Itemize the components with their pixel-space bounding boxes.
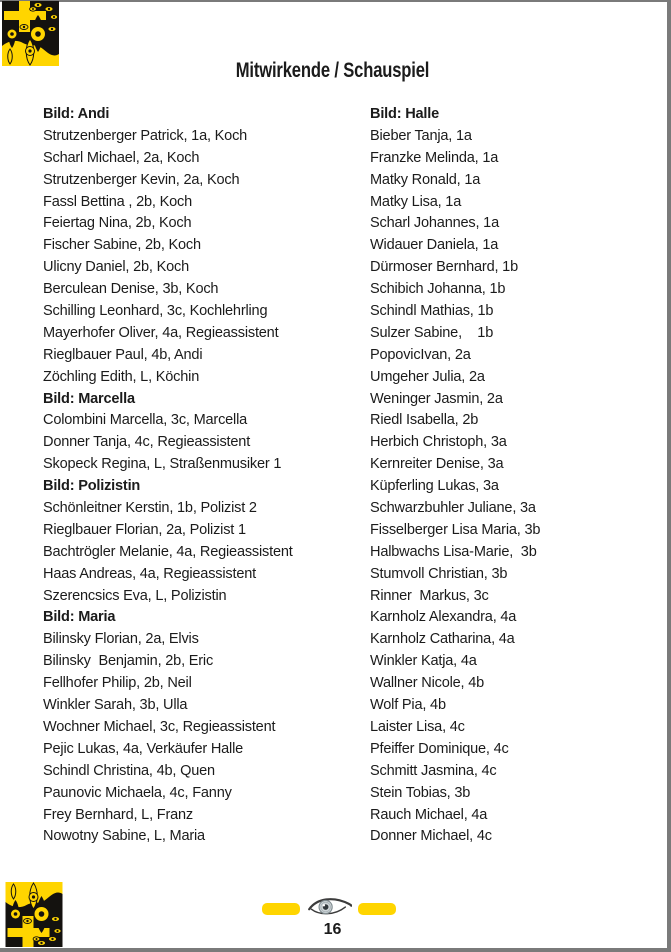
cast-line: Strutzenberger Kevin, 2a, Koch — [43, 170, 240, 188]
cast-line: Winkler Katja, 4a — [370, 652, 477, 670]
cast-column-right — [370, 103, 540, 847]
section-heading: Bild: Polizistin — [43, 477, 141, 495]
page-border-bottom — [0, 948, 671, 952]
cast-line: Rauch Michael, 4a — [370, 805, 488, 823]
cast-line: Mayerhofer Oliver, 4a, Regieassistent — [43, 323, 279, 341]
page-border-right — [667, 0, 671, 952]
cast-column-left — [43, 103, 293, 847]
cast-line: Schindl Mathias, 1b — [370, 302, 494, 320]
cast-line: Rieglbauer Paul, 4b, Andi — [43, 345, 203, 363]
cast-line: Schwarzbuhler Juliane, 3a — [370, 499, 536, 517]
eye-icon — [308, 895, 352, 918]
cast-line: Schibich Johanna, 1b — [370, 280, 506, 298]
eyes-collage-logo-bottom — [3, 882, 65, 947]
cast-line: Pfeiffer Dominique, 4c — [370, 739, 509, 757]
cast-line: Dürmoser Bernhard, 1b — [370, 258, 518, 276]
cast-line: Wolf Pia, 4b — [370, 696, 446, 714]
yellow-bar-icon-right — [358, 903, 396, 915]
cast-line: PopovicIvan, 2a — [370, 345, 471, 363]
cast-line: Schindl Christina, 4b, Quen — [43, 761, 215, 779]
cast-line: Wochner Michael, 3c, Regieassistent — [43, 717, 276, 735]
cast-line: Pejic Lukas, 4a, Verkäufer Halle — [43, 739, 244, 757]
cast-line: Strutzenberger Patrick, 1a, Koch — [43, 126, 248, 144]
cast-line: Widauer Daniela, 1a — [370, 236, 499, 254]
section-heading: Bild: Maria — [43, 608, 116, 626]
cast-line: Skopeck Regina, L, Straßenmusiker 1 — [43, 455, 282, 473]
cast-line: Scharl Michael, 2a, Koch — [43, 148, 200, 166]
cast-line: Feiertag Nina, 2b, Koch — [43, 214, 192, 232]
cast-line: Herbich Christoph, 3a — [370, 433, 507, 451]
page-title: Mitwirkende / Schauspiel — [235, 59, 430, 82]
cast-line: Weninger Jasmin, 2a — [370, 389, 503, 407]
cast-line: Fassl Bettina , 2b, Koch — [43, 192, 193, 210]
cast-line: Wallner Nicole, 4b — [370, 674, 485, 692]
cast-line: Paunovic Michaela, 4c, Fanny — [43, 783, 232, 801]
cast-line: Bachtrögler Melanie, 4a, Regieassistent — [43, 542, 293, 560]
cast-line: Riedl Isabella, 2b — [370, 411, 479, 429]
cast-line: Stein Tobias, 3b — [370, 783, 471, 801]
page-number: 16 — [323, 921, 342, 938]
cast-line: Berculean Denise, 3b, Koch — [43, 280, 219, 298]
cast-line: Karnholz Catharina, 4a — [370, 630, 515, 648]
cast-line: Schönleitner Kerstin, 1b, Polizist 2 — [43, 499, 257, 517]
cast-line: Bilinsky Benjamin, 2b, Eric — [43, 652, 214, 670]
page-border-top — [0, 0, 671, 2]
cast-line: Kernreiter Denise, 3a — [370, 455, 504, 473]
cast-line: Fischer Sabine, 2b, Koch — [43, 236, 201, 254]
cast-line: Donner Michael, 4c — [370, 827, 492, 845]
eyes-collage-logo-top — [2, 1, 59, 66]
yellow-bar-icon-left — [262, 903, 300, 915]
cast-line: Matky Lisa, 1a — [370, 192, 462, 210]
cast-line: Szerencsics Eva, L, Polizistin — [43, 586, 227, 604]
cast-line: Schmitt Jasmina, 4c — [370, 761, 497, 779]
section-heading: Bild: Andi — [43, 105, 110, 122]
cast-line: Scharl Johannes, 1a — [370, 214, 499, 232]
cast-line: Frey Bernhard, L, Franz — [43, 805, 194, 823]
cast-line: Laister Lisa, 4c — [370, 717, 465, 735]
cast-line: Sulzer Sabine, 1b — [370, 323, 494, 341]
cast-line: Colombini Marcella, 3c, Marcella — [43, 411, 248, 429]
cast-line: Umgeher Julia, 2a — [370, 367, 485, 385]
cast-line: Zöchling Edith, L, Köchin — [43, 367, 200, 385]
cast-line: Küpferling Lukas, 3a — [370, 477, 499, 495]
cast-line: Nowotny Sabine, L, Maria — [43, 827, 205, 845]
cast-line: Donner Tanja, 4c, Regieassistent — [43, 433, 251, 451]
cast-line: Schilling Leonhard, 3c, Kochlehrling — [43, 302, 268, 320]
cast-line: Bieber Tanja, 1a — [370, 126, 472, 144]
cast-line: Fisselberger Lisa Maria, 3b — [370, 520, 541, 538]
cast-line: Matky Ronald, 1a — [370, 170, 481, 188]
cast-line: Ulicny Daniel, 2b, Koch — [43, 258, 189, 276]
cast-line: Halbwachs Lisa-Marie, 3b — [370, 542, 537, 560]
cast-line: Haas Andreas, 4a, Regieassistent — [43, 564, 256, 582]
cast-line: Stumvoll Christian, 3b — [370, 564, 508, 582]
section-heading: Bild: Halle — [370, 105, 440, 122]
cast-line: Karnholz Alexandra, 4a — [370, 608, 517, 626]
cast-line: Fellhofer Philip, 2b, Neil — [43, 674, 192, 692]
cast-line: Rinner Markus, 3c — [370, 586, 489, 604]
cast-line: Rieglbauer Florian, 2a, Polizist 1 — [43, 520, 246, 538]
cast-line: Winkler Sarah, 3b, Ulla — [43, 696, 188, 714]
cast-line: Franzke Melinda, 1a — [370, 148, 499, 166]
cast-line: Bilinsky Florian, 2a, Elvis — [43, 630, 199, 648]
section-heading: Bild: Marcella — [43, 389, 135, 407]
